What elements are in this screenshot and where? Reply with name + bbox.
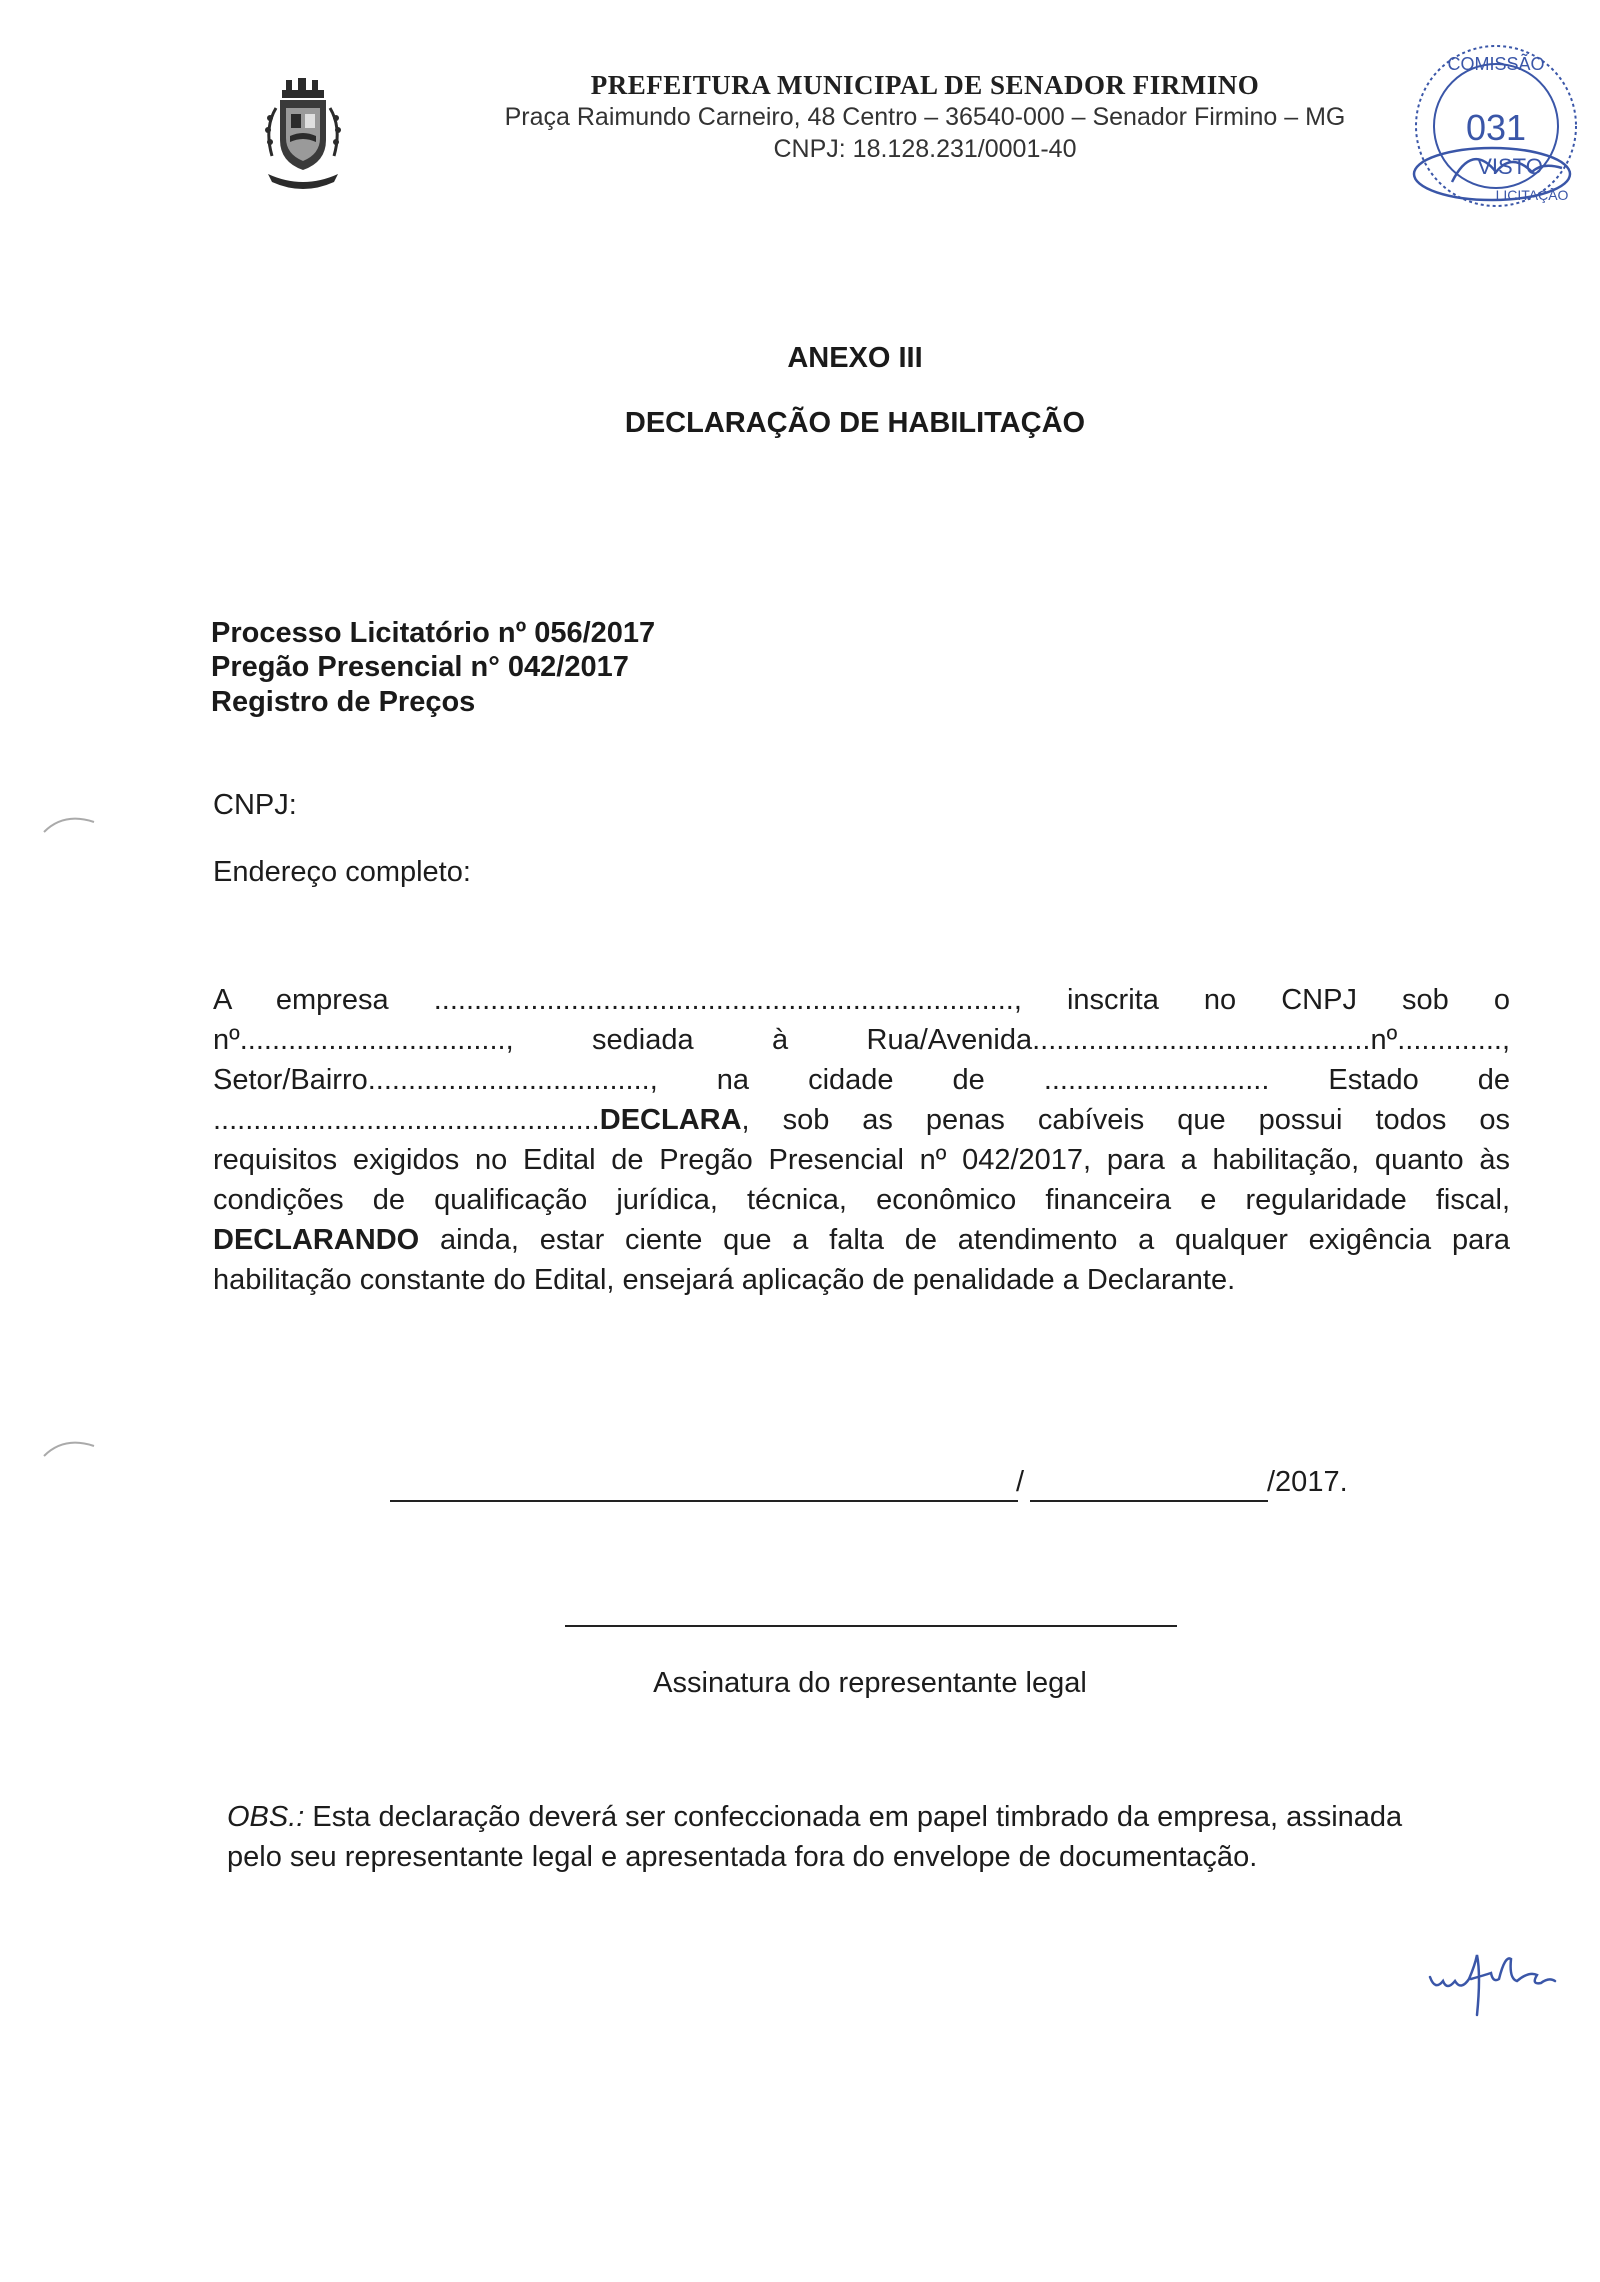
body-line: Setor/Bairro..................................., na cidade de ............................ Estado de [213,1064,1510,1096]
observation-label: OBS.: [227,1801,305,1833]
declara-keyword: DECLARA [599,1104,742,1136]
auction-number: Pregão Presencial n° 042/2017 [211,651,629,683]
institution-name: PREFEITURA MUNICIPAL DE SENADOR FIRMINO [590,70,1260,100]
hole-punch-mark [40,808,100,838]
commission-stamp [1392,22,1600,220]
process-number: Processo Licitatório nº 056/2017 [211,617,656,649]
handwritten-initials-icon [1425,1935,1600,2025]
date-separator: / [1016,1466,1025,1498]
date-month-blank [1030,1500,1268,1502]
declarando-keyword: DECLARANDO [213,1224,420,1256]
observation-line [227,1801,1402,1834]
address-field-label: Endereço completo: [213,856,471,888]
body-line [213,1100,1510,1140]
body-line: habilitação constante do Edital, ensejará aplicação de penalidade a Declarante. [213,1264,1236,1296]
body-line: A empresa ........................................................................, inscrita no CNPJ sob o [213,984,1510,1016]
stamp-middle-text: VISTO [1477,154,1543,179]
hole-punch-mark [40,1432,100,1462]
date-place-blank [390,1500,1018,1502]
institution-cnpj: CNPJ: 18.128.231/0001-40 [773,135,1077,163]
signature-line [565,1625,1177,1627]
body-line [213,1220,1510,1260]
body-blank: ................................................ [213,1104,600,1136]
body-line: condições de qualificação jurídica, técnica, econômico financeira e regularidade fiscal, [213,1184,1510,1216]
date-year: /2017. [1267,1466,1348,1498]
declaration-title: DECLARAÇÃO DE HABILITAÇÃO [624,407,1086,439]
observation-text: Esta declaração deverá ser confeccionada em papel timbrado da empresa, assinada [304,1801,1403,1833]
stamp-number: 031 [1465,107,1527,148]
cnpj-field-label: CNPJ: [213,789,297,821]
body-text: , sob as penas cabíveis que possui todos os [741,1104,1510,1136]
body-line: requisitos exigidos no Edital de Pregão Presencial nº 042/2017, para a habilitação, quanto às [213,1144,1510,1176]
municipal-coat-of-arms-icon [258,78,348,196]
stamp-bottom-text: LICITAÇÃO [1495,187,1569,203]
body-text: ainda, estar ciente que a falta de atendimento a qualquer exigência para [419,1224,1510,1256]
annex-title: ANEXO III [787,342,923,374]
stamp-top-text: COMISSÃO [1447,54,1545,74]
signature-label: Assinatura do representante legal [653,1667,1087,1699]
observation-line: pelo seu representante legal e apresentada fora do envelope de documentação. [227,1841,1258,1873]
body-line: nº................................., sediada à Rua/Avenida..........................................nº............., [213,1024,1510,1056]
price-registry: Registro de Preços [211,686,476,718]
institution-address: Praça Raimundo Carneiro, 48 Centro – 36540-000 – Senador Firmino – MG [504,103,1346,131]
